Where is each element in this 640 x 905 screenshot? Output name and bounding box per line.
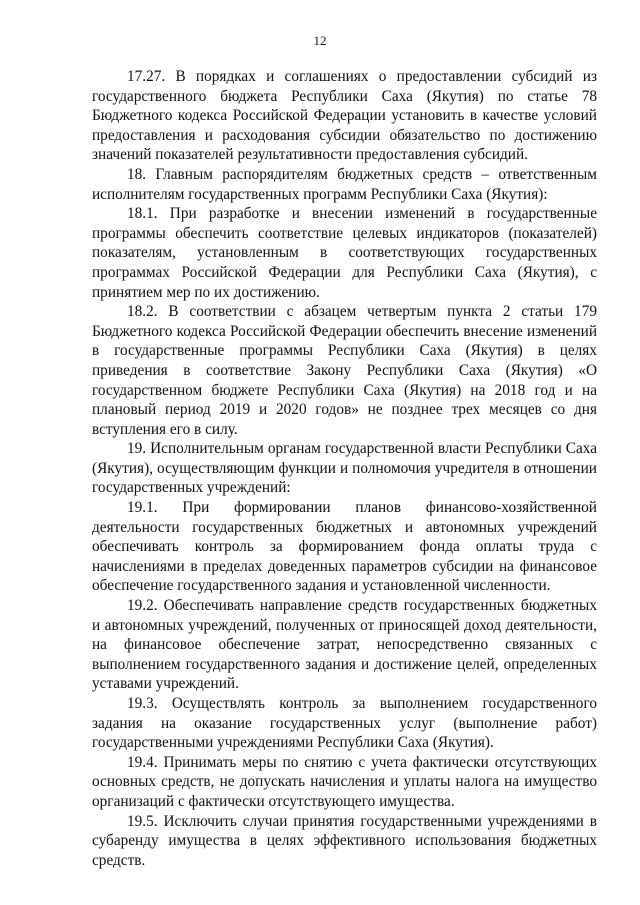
paragraph-18-2: 18.2. В соответствии с абзацем четвертым пункта 2 статьи 179 Бюджетного кодекса Российской Федерации обеспечить внесение изменений в государственные программы Республики Саха (Якутия) в целях приведения в соответствие Закону Республики Саха (Якутия) «О государственном бюджете Республики Саха (Якутия) на 2018 год и на плановый период 2019 и 2020 годов» не позднее трех месяцев со дня вступления его в силу.	[92, 303, 597, 438]
paragraph-19-3: 19.3. Осуществлять контроль за выполнением государственного задания на оказание государственных услуг (выполнение работ) государственными учреждениями Республики Саха (Якутия).	[92, 695, 597, 752]
paragraph-18-1: 18.1. При разработке и внесении изменений в государственные программы обеспечить соответствие целевых индикаторов (показателей) показателям, установленным в соответствующих государственных программах Российской Федерации для Республики Саха (Якутия), с принятием мер по их достижению.	[92, 205, 597, 301]
document-body	[92, 67, 597, 870]
paragraph-19-5: 19.5. Исключить случаи принятия государственными учреждениями в субаренду имущества в целях эффективного использования бюджетных средств.	[92, 812, 597, 869]
paragraph-19-1: 19.1. При формировании планов финансово-хозяйственной деятельности государственных бюджетных и автономных учреждений обеспечивать контроль за формированием фонда оплаты труда с начислениями в пределах доведенных параметров субсидии на финансовое обеспечение государственного задания и установленной численности.	[92, 499, 597, 595]
paragraph-18: 18. Главным распорядителям бюджетных средств – ответственным исполнителям государственных программ Республики Саха (Якутия):	[92, 165, 597, 203]
paragraph-19-4: 19.4. Принимать меры по снятию с учета фактически отсутствующих основных средств, не допускать начисления и уплаты налога на имущество организаций с фактически отсутствующего имущества.	[92, 753, 597, 810]
paragraph-19: 19. Исполнительным органам государственной власти Республики Саха (Якутия), осуществляющим функции и полномочия учредителя в отношении государственных учреждений:	[92, 440, 597, 497]
paragraph-19-2: 19.2. Обеспечивать направление средств государственных бюджетных и автономных учреждений, полученных от приносящей доход деятельности, на финансовое обеспечение затрат, непосредственно связанных с выполнением государственного задания и достижение целей, определенных уставами учреждений.	[92, 597, 597, 693]
page-number: 12	[313, 33, 327, 48]
paragraph-17-27: 17.27. В порядках и соглашениях о предоставлении субсидий из государственного бюджета Республики Саха (Якутия) по статье 78 Бюджетного кодекса Российской Федерации установить в качестве условий предоставления и расходования субсидии обязательство по достижению значений показателей результативности предоставления субсидий.	[92, 68, 597, 164]
